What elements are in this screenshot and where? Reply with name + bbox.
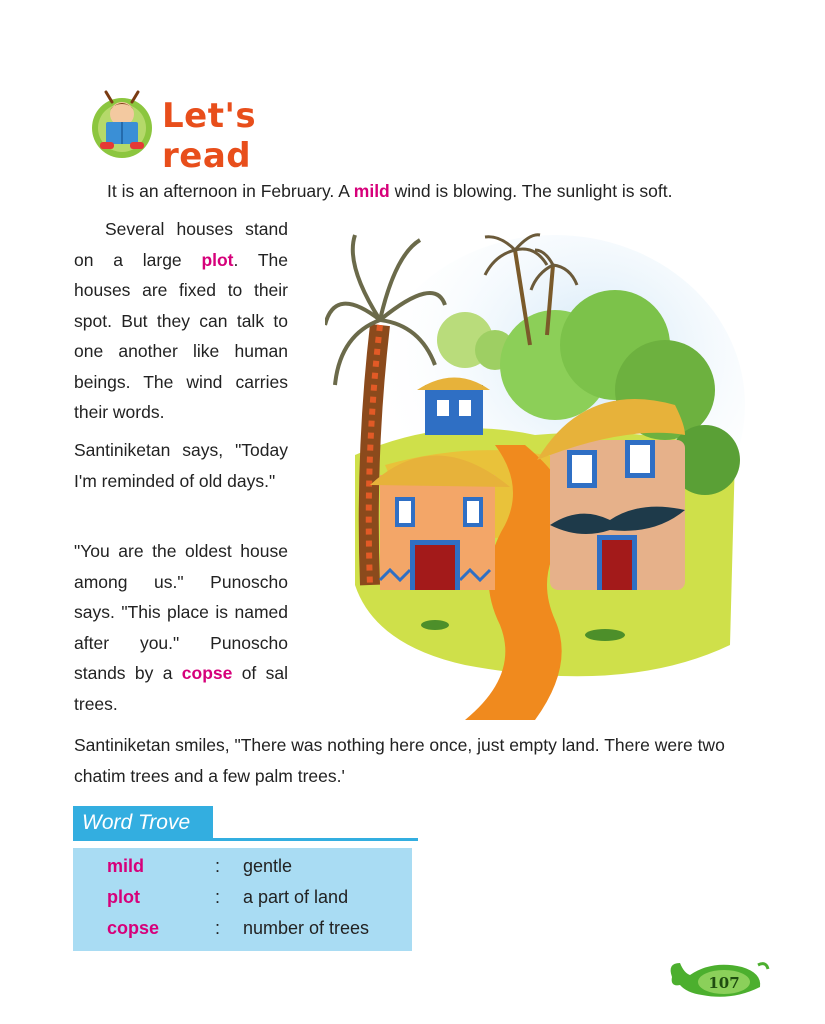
word-trove-term: plot bbox=[107, 887, 140, 907]
page-number: 107 bbox=[708, 974, 740, 992]
word-trove-divider bbox=[73, 838, 418, 841]
word-trove-colon: : bbox=[215, 918, 221, 938]
keyword-plot: plot bbox=[201, 249, 234, 270]
word-trove-title: Word Trove bbox=[73, 806, 213, 840]
paragraph-4 bbox=[74, 536, 288, 719]
paragraph-1-text: It is an afternoon in February. A bbox=[107, 181, 354, 201]
section-heading bbox=[82, 78, 342, 176]
paragraph-1-text-end: wind is blowing. The sunlight is soft. bbox=[389, 181, 673, 201]
paragraph-1 bbox=[107, 176, 757, 207]
word-trove-meaning: number of trees bbox=[243, 918, 370, 938]
word-trove-meaning: gentle bbox=[243, 856, 293, 876]
reading-child-icon bbox=[86, 88, 158, 160]
paragraph-2-text: Several houses stand on a large bbox=[74, 219, 288, 270]
keyword-mild: mild bbox=[353, 181, 390, 201]
page-title: Let's read bbox=[162, 96, 257, 176]
paragraph-2 bbox=[74, 214, 288, 428]
word-trove-entry bbox=[73, 851, 412, 881]
paragraph-4-text: "You are the oldest house among us." Punoscho says. "This place is named after you." Punoscho stands by a bbox=[74, 541, 288, 683]
paragraph-2-text-end: . The houses are fixed to their spot. But they can talk to one another like human beings. The wind carries their words. bbox=[74, 249, 288, 422]
word-trove-term: copse bbox=[107, 918, 160, 938]
word-trove-colon: : bbox=[215, 856, 221, 876]
word-trove-entry bbox=[73, 913, 412, 943]
word-trove-meaning: a part of land bbox=[243, 887, 349, 907]
paragraph-5: Santiniketan smiles, "There was nothing here once, just empty land. There were two chatim trees and a few palm trees.' bbox=[74, 735, 725, 786]
word-trove-term: mild bbox=[107, 856, 145, 876]
word-trove-entry bbox=[73, 882, 412, 912]
word-trove-box bbox=[73, 848, 412, 951]
village-houses-illustration bbox=[325, 225, 745, 720]
word-trove-colon: : bbox=[215, 887, 221, 907]
paragraph-4-text-end: of sal trees. bbox=[74, 663, 288, 714]
keyword-copse: copse bbox=[181, 663, 233, 683]
paragraph-3: Santiniketan says, "Today I'm reminded of old days." bbox=[74, 440, 288, 491]
page-number-leaf-icon bbox=[662, 955, 772, 1005]
